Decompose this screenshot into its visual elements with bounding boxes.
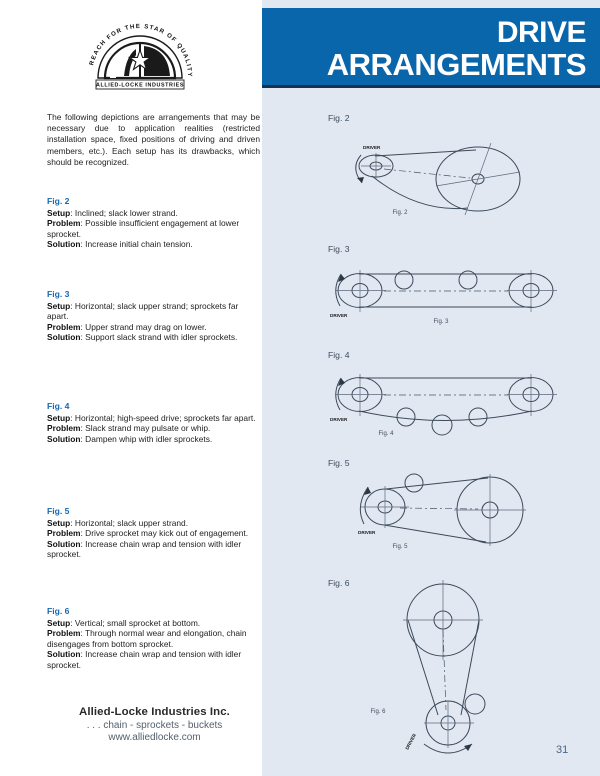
driver-label-fig-4: DRIVER <box>330 417 348 422</box>
diagram-svg-fig-4 <box>328 350 568 442</box>
diagram-svg-fig-5 <box>328 458 568 553</box>
setup-label: Setup <box>47 300 71 311</box>
description-setup-fig-5 <box>47 518 260 529</box>
logo-base-text: ALLIED-LOCKE INDUSTRIES <box>95 82 185 89</box>
solution-text: : Increase chain wrap and tension with idler sprocket. <box>47 538 242 560</box>
company-logo <box>78 14 203 94</box>
footer-tagline: . . . chain - sprockets - buckets <box>86 720 223 731</box>
setup-label: Setup <box>47 617 71 628</box>
problem-text: : Possible insufficient engagement at lower sprocket. <box>47 218 240 239</box>
description-solution-fig-4 <box>47 434 260 445</box>
solution-label: Solution <box>47 239 81 250</box>
description-title-fig-4: Fig. 4 <box>47 401 70 411</box>
diagram-fig-5 <box>328 458 568 553</box>
solution-text: : Increase initial chain tension. <box>80 239 193 250</box>
problem-text: : Upper strand may drag on lower. <box>80 321 207 332</box>
setup-label: Setup <box>47 517 71 528</box>
solution-text: : Dampen whip with idler sprockets. <box>80 433 213 444</box>
diagram-caption-fig-5: Fig. 5 <box>392 544 408 550</box>
description-setup-fig-6 <box>47 618 260 629</box>
description-title-fig-6: Fig. 6 <box>47 606 70 616</box>
diagram-caption-fig-6: Fig. 6 <box>370 709 386 715</box>
problem-text: : Drive sprocket may kick out of engagement. <box>80 528 249 539</box>
problem-label: Problem <box>47 218 81 229</box>
driver-label-fig-3: DRIVER <box>330 313 348 318</box>
footer-website-url[interactable]: www.alliedlocke.com <box>108 732 201 743</box>
setup-text: : Inclined; slack lower strand. <box>70 207 178 218</box>
solution-text: : Support slack strand with idler sprockets. <box>80 332 238 343</box>
setup-label: Setup <box>47 412 71 423</box>
diagram-label-fig-2: Fig. 2 <box>328 113 350 123</box>
diagram-fig-3 <box>328 244 568 329</box>
description-setup-fig-2 <box>47 208 260 219</box>
diagram-label-fig-6: Fig. 6 <box>328 578 350 588</box>
diagram-svg-fig-2 <box>328 113 568 218</box>
solution-label: Solution <box>47 433 81 444</box>
footer-company-name: Allied-Locke Industries Inc. <box>79 706 230 718</box>
problem-label: Problem <box>47 321 81 332</box>
setup-text: : Horizontal; high-speed drive; sprockets far apart. <box>70 412 256 423</box>
problem-text: : Slack strand may pulsate or whip. <box>80 423 211 434</box>
description-title-fig-5: Fig. 5 <box>47 506 70 516</box>
problem-text: : Through normal wear and elongation, chain disengages from bottom sprocket. <box>47 628 247 649</box>
description-block-fig-3 <box>47 289 260 343</box>
description-problem-fig-2 <box>47 218 260 239</box>
driver-label-fig-5: DRIVER <box>358 530 376 535</box>
page-title-line-2: ARRANGEMENTS <box>326 47 586 82</box>
diagram-fig-2 <box>328 113 568 218</box>
description-problem-fig-4 <box>47 423 260 434</box>
diagram-fig-4 <box>328 350 568 442</box>
setup-label: Setup <box>47 207 71 218</box>
description-problem-fig-5 <box>47 528 260 539</box>
description-solution-fig-3 <box>47 332 260 343</box>
problem-label: Problem <box>47 628 81 639</box>
logo-arc-text: REACH FOR THE STAR OF QUALITY <box>88 22 194 78</box>
setup-text: : Horizontal; slack upper strand; sprockets far apart. <box>47 300 239 322</box>
solution-label: Solution <box>47 649 81 660</box>
page-footer <box>47 706 262 743</box>
driver-label-fig-2: DRIVER <box>363 145 381 150</box>
description-block-fig-2 <box>47 196 260 250</box>
problem-label: Problem <box>47 423 81 434</box>
page-title-line-1: DRIVE <box>496 16 586 49</box>
intro-section <box>47 112 260 174</box>
driver-label-fig-6: DRIVER <box>404 732 418 751</box>
setup-text: : Vertical; small sprocket at bottom. <box>70 617 201 628</box>
diagram-caption-fig-2: Fig. 2 <box>392 210 408 216</box>
description-solution-fig-5 <box>47 539 260 560</box>
solution-label: Solution <box>47 538 81 549</box>
diagram-label-fig-5: Fig. 5 <box>328 458 350 468</box>
description-problem-fig-6 <box>47 628 260 649</box>
diagram-label-fig-4: Fig. 4 <box>328 350 350 360</box>
diagram-svg-fig-6 <box>328 578 568 763</box>
description-block-fig-4 <box>47 401 260 444</box>
diagram-caption-fig-4: Fig. 4 <box>378 431 394 437</box>
description-title-fig-3: Fig. 3 <box>47 289 70 299</box>
description-setup-fig-3 <box>47 301 260 322</box>
intro-paragraph: The following depictions are arrangements that may be necessary due to application realities (restricted installation space, fixed positions of driving and driven members, etc.). Each setup has its drawbacks, which should be recognized. <box>47 112 260 167</box>
solution-text: : Increase chain wrap and tension with idler sprocket. <box>47 649 242 670</box>
diagram-caption-fig-3: Fig. 3 <box>433 319 449 325</box>
diagram-label-fig-3: Fig. 3 <box>328 244 350 254</box>
description-block-fig-6 <box>47 606 260 671</box>
description-title-fig-2: Fig. 2 <box>47 196 70 206</box>
diagram-svg-fig-3 <box>328 244 568 329</box>
solution-label: Solution <box>47 332 81 343</box>
description-solution-fig-2 <box>47 239 260 250</box>
description-problem-fig-3 <box>47 322 260 333</box>
description-setup-fig-4 <box>47 413 260 424</box>
description-solution-fig-6 <box>47 649 260 670</box>
page-header-banner <box>262 8 600 88</box>
diagram-fig-6 <box>328 578 568 763</box>
description-block-fig-5 <box>47 506 260 560</box>
problem-label: Problem <box>47 528 81 539</box>
page-number: 31 <box>556 744 569 756</box>
setup-text: : Horizontal; slack upper strand. <box>70 517 189 528</box>
